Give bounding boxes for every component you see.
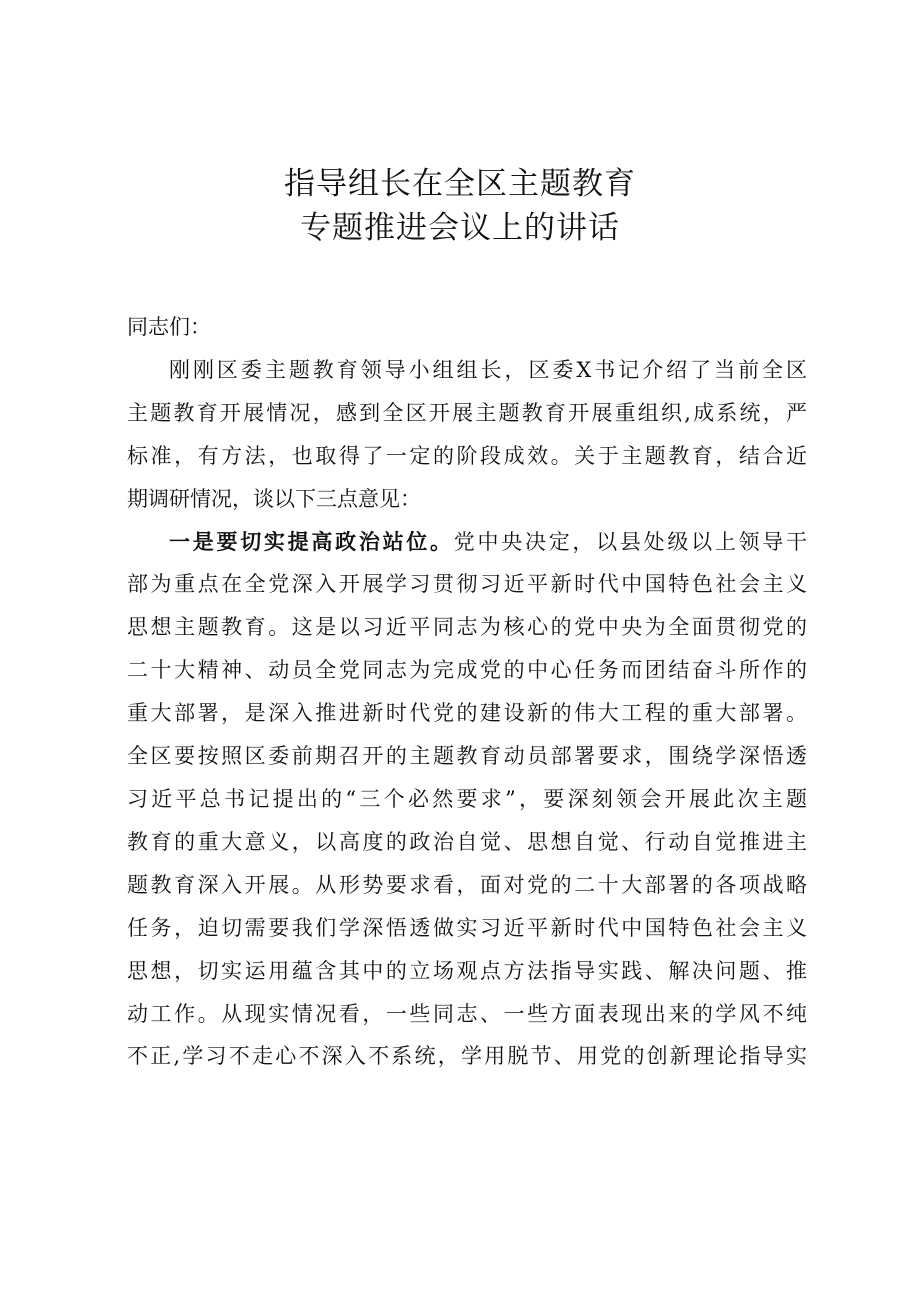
- paragraph-1: [127, 349, 807, 521]
- paragraph-line: 主题教育开展情况，感到全区开展主题教育开展重组织,成系统，严: [127, 400, 807, 425]
- paragraph-line: 不正,学习不走心不深入不系统，学用脱节、用党的创新理论指导实: [127, 1044, 807, 1069]
- document-body: [127, 306, 807, 1078]
- title-line-2: 专题推进会议上的讲话: [300, 210, 620, 246]
- paragraph-line: 重大部署，是深入推进新时代党的建设新的伟大工程的重大部署。: [127, 701, 807, 726]
- paragraph-line: 思想主题教育。这是以习近平同志为核心的党中央为全面贯彻党的: [127, 615, 807, 640]
- document-title: [0, 162, 920, 250]
- paragraph-2: [127, 521, 807, 1079]
- title-line-1: 指导组长在全区主题教育: [284, 166, 636, 202]
- paragraph-line: [127, 521, 807, 564]
- paragraph-line: 部为重点在全党深入开展学习贯彻习近平新时代中国特色社会主义: [127, 572, 807, 597]
- paragraph-line: 任务，迫切需要我们学深悟透做实习近平新时代中国特色社会主义: [127, 915, 807, 940]
- paragraph-line: 题教育深入开展。从形势要求看，面对党的二十大部署的各项战略: [127, 872, 807, 897]
- paragraph-line: 二十大精神、动员全党同志为完成党的中心任务而团结奋斗所作的: [127, 658, 807, 683]
- paragraph-line: 动工作。从现实情况看，一些同志、一些方面表现出来的学风不纯: [127, 1001, 807, 1026]
- paragraph-line-rest: 党中央决定，以县处级以上领导干: [453, 529, 808, 554]
- paragraph-line: 习近平总书记提出的“三个必然要求”，要深刻领会开展此次主题: [127, 786, 807, 811]
- paragraph-line: 标准，有方法，也取得了一定的阶段成效。关于主题教育，结合近: [127, 443, 807, 468]
- paragraph-line: 全区要按照区委前期召开的主题教育动员部署要求，围绕学深悟透: [127, 744, 807, 769]
- paragraph-line: 期调研情况，谈以下三点意见：: [127, 486, 421, 511]
- paragraph-line: 刚刚区委主题教育领导小组组长，区委X书记介绍了当前全区: [169, 357, 807, 382]
- paragraph-line: 教育的重大意义，以高度的政治自觉、思想自觉、行动自觉推进主: [127, 829, 807, 854]
- paragraph-line: 思想，切实运用蕴含其中的立场观点方法指导实践、解决问题、推: [127, 958, 807, 983]
- salutation: 同志们：: [127, 315, 211, 339]
- paragraph-heading: 一是要切实提高政治站位。: [169, 529, 454, 554]
